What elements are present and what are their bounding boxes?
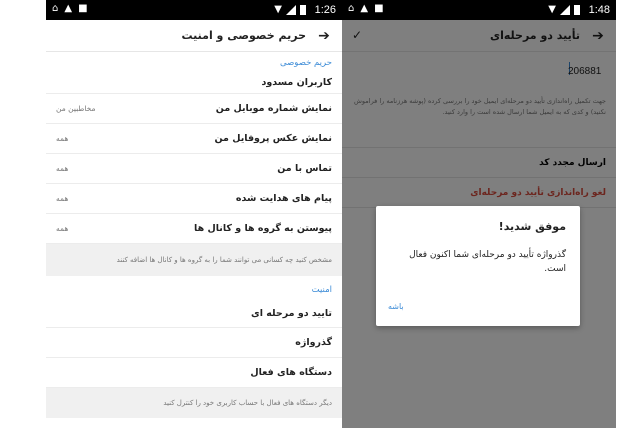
- settings-item-label: دستگاه های فعال: [250, 367, 332, 378]
- settings-item-calls[interactable]: [46, 154, 342, 184]
- settings-item-blocked-users[interactable]: [46, 72, 342, 94]
- settings-item-value: همه: [56, 164, 69, 173]
- dialog-title: موفق شدید!: [498, 220, 566, 233]
- battery-icon: [300, 5, 306, 15]
- warning-icon: ▲: [360, 3, 369, 14]
- dialog-message: گذرواژه تأیید دو مرحله‌ای شما اکنون فعال است.: [409, 250, 566, 274]
- signal-icon: [286, 5, 296, 15]
- settings-item-profile-photo[interactable]: [46, 124, 342, 154]
- wifi-icon: ▼: [548, 4, 556, 15]
- ok-button[interactable]: باشه: [388, 302, 404, 311]
- settings-item-phone-number[interactable]: [46, 94, 342, 124]
- status-bar: [342, 0, 616, 20]
- notification-icon: ⌂: [348, 3, 355, 14]
- settings-item-label: تایید دو مرحله ای: [250, 308, 332, 319]
- settings-item-label: پیام های هدایت شده: [235, 193, 332, 204]
- page-title: حریم خصوصی و امنیت: [181, 29, 306, 42]
- settings-item-value: مخاطبین من: [56, 104, 96, 113]
- settings-item-label: نمایش عکس پروفایل من: [214, 133, 332, 144]
- settings-item-label: پیوستن به گروه ها و کانال ها: [194, 223, 332, 234]
- settings-item-active-sessions[interactable]: [46, 358, 342, 388]
- success-dialog: [376, 206, 580, 326]
- settings-item-value: همه: [56, 194, 69, 203]
- settings-item-label: گذرواژه: [295, 337, 332, 348]
- settings-item-label: کاربران مسدود: [261, 77, 332, 88]
- app-icon: ■: [374, 3, 384, 14]
- status-time: 1:48: [588, 4, 610, 16]
- wifi-icon: ▼: [274, 4, 282, 15]
- settings-item-label: تماس با من: [277, 163, 332, 174]
- signal-icon: [560, 5, 570, 15]
- security-section-header: امنیت: [311, 285, 332, 295]
- warning-icon: ▲: [64, 3, 73, 14]
- settings-item-value: همه: [56, 134, 69, 143]
- status-time: 1:26: [314, 4, 336, 16]
- settings-item-label: نمایش شماره موبایل من: [215, 103, 332, 114]
- settings-item-forwarded-messages[interactable]: [46, 184, 342, 214]
- settings-item-groups-channels[interactable]: [46, 214, 342, 244]
- privacy-info-text: مشخص کنید چه کسانی می توانند شما را به گروه ها و کانال ها اضافه کنند: [46, 244, 342, 276]
- settings-item-passcode[interactable]: [46, 328, 342, 358]
- settings-item-two-step[interactable]: [46, 300, 342, 328]
- status-bar: [46, 0, 342, 20]
- security-info-text: دیگر دستگاه های فعال با حساب کاربری خود را کنترل کنید: [46, 388, 342, 418]
- app-icon: ■: [78, 3, 88, 14]
- app-bar: [46, 20, 342, 52]
- arrow-right-icon[interactable]: ➔: [318, 27, 330, 44]
- notification-icon: ⌂: [52, 3, 59, 14]
- battery-icon: [574, 5, 580, 15]
- two-step-verification-screen: [342, 0, 616, 428]
- privacy-section-header: حریم خصوصی: [280, 58, 332, 68]
- privacy-security-screen: [46, 0, 342, 428]
- settings-item-value: همه: [56, 224, 69, 233]
